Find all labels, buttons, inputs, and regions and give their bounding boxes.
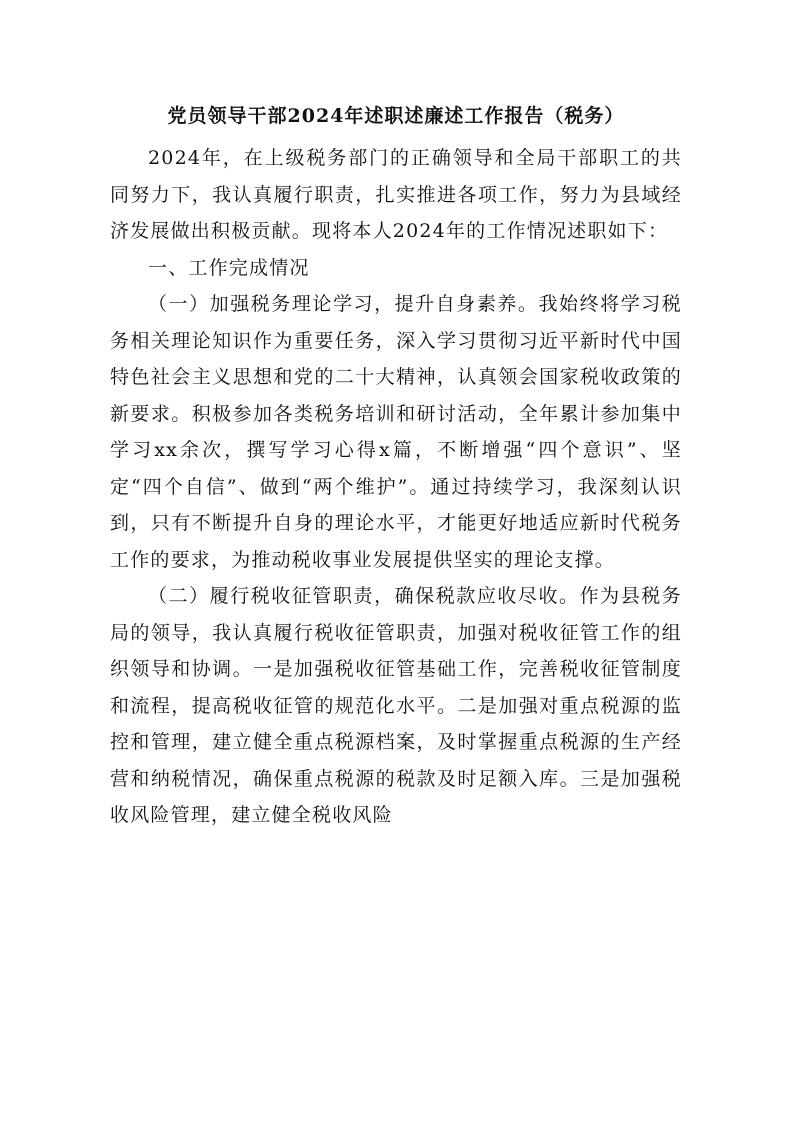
subsection-theory-study: （一）加强税务理论学习，提升自身素养。我始终将学习税务相关理论知识作为重要任务，深入学习贯彻习近平新时代中国特色社会主义思想和党的二十大精神，认真领会国家税收政策的新要求。积极参加各类税务培训和研讨活动，全年累计参加集中学习xx余次，撰写学习心得x篇，不断增强“四个意识”、坚定“四个自信”、做到“两个维护”。通过持续学习，我深刻认识到，只有不断提升自身的理论水平，才能更好地适应新时代税务工作的要求，为推动税收事业发展提供坚实的理论支撑。 xyxy=(110,293,682,571)
subsection-tax-collection: （二）履行税收征管职责，确保税款应收尽收。作为县税务局的领导，我认真履行税收征管职责，加强对税收征管工作的组织领导和协调。一是加强税收征管基础工作，完善税收征管制度和流程，提高税收征管的规范化水平。二是加强对重点税源的监控和管理，建立健全重点税源档案，及时掌握重点税源的生产经营和纳税情况，确保重点税源的税款及时足额入库。三是加强税收风险管理，建立健全税收风险 xyxy=(110,585,682,826)
section-heading-work-completion: 一、工作完成情况 xyxy=(148,256,310,279)
document-title: 党员领导干部2024年述职述廉述工作报告（税务） xyxy=(167,105,625,127)
intro-paragraph: 2024年，在上级税务部门的正确领导和全局干部职工的共同努力下，我认真履行职责，扎实推进各项工作，努力为县域经济发展做出积极贡献。现将本人2024年的工作情况述职如下： xyxy=(110,147,682,242)
document-page xyxy=(110,100,682,834)
